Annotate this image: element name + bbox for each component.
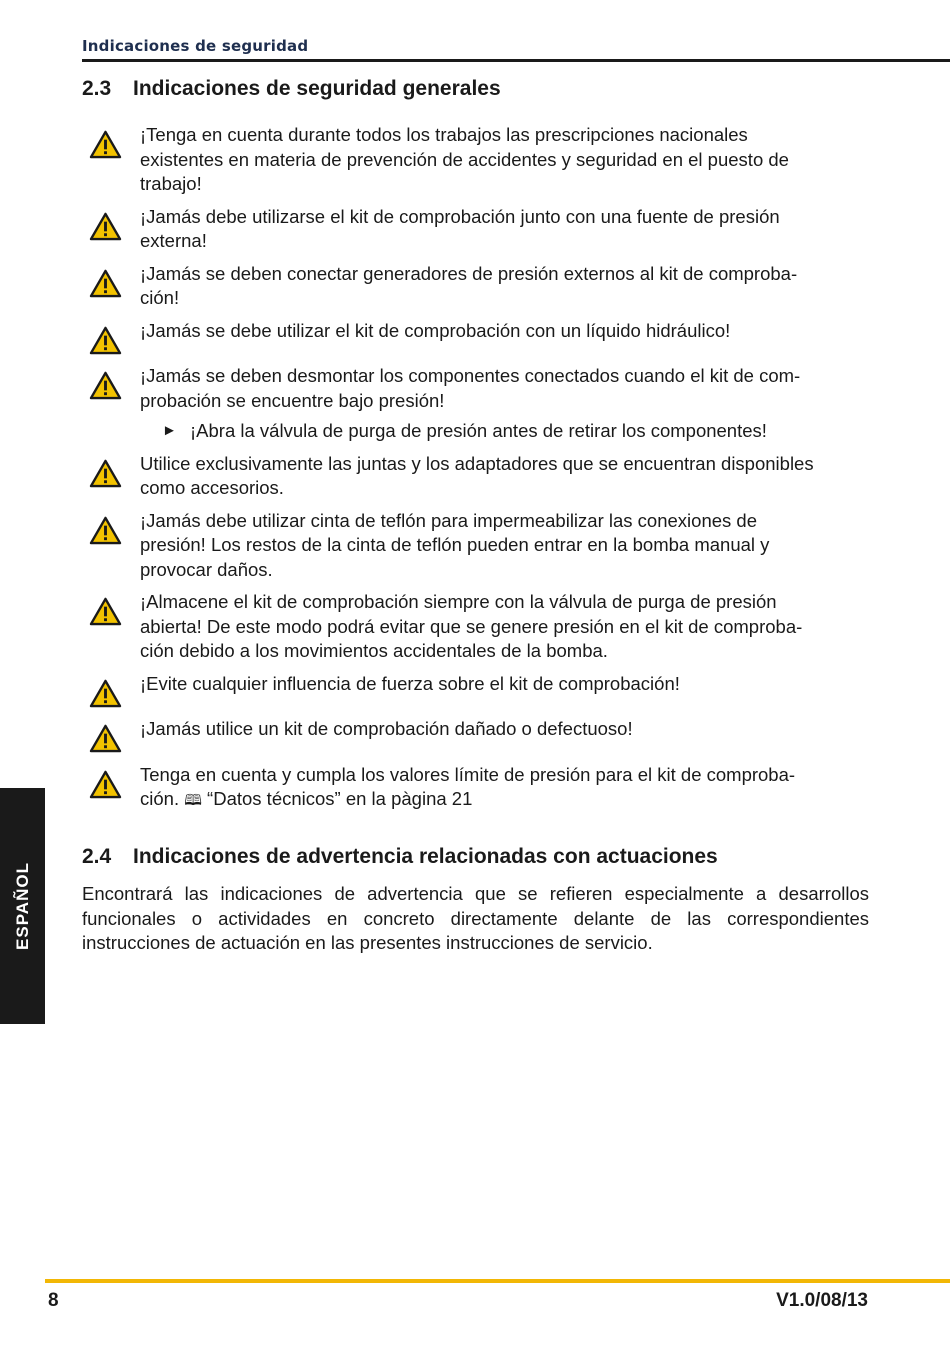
safety-item-line: provocar daños.: [140, 558, 273, 580]
safety-item-line: como accesorios.: [140, 477, 284, 498]
safety-list: [82, 123, 882, 813]
safety-item-line: ¡Jamás debe utilizar cinta de teflón para impermeabilizar las conexiones de: [140, 509, 757, 531]
safety-item: [82, 509, 882, 583]
safety-item-line: ción!: [140, 287, 180, 308]
warning-triangle-icon: [89, 770, 122, 799]
running-header: Indicaciones de seguridad: [82, 37, 309, 55]
safety-item-line: abierta! De este modo podrá evitar que se genere presión en el kit de comproba-: [140, 615, 803, 637]
warning-triangle-icon: [89, 212, 122, 241]
language-side-tab: [0, 788, 45, 1024]
safety-item: [82, 205, 882, 254]
safety-item-line: ¡Jamás debe utilizarse el kit de comprobación junto con una fuente de presión: [140, 205, 780, 227]
arrow-right-icon: ►: [162, 422, 177, 439]
safety-item: [82, 262, 882, 311]
warning-triangle-icon: [89, 597, 122, 626]
safety-item-line: ¡Jamás se deben desmontar los componentes conectados cuando el kit de com-: [140, 365, 801, 386]
warning-triangle-icon: [89, 459, 122, 488]
safety-item: [82, 123, 882, 197]
header-rule: [82, 59, 950, 62]
section-2-3-title: Indicaciones de seguridad generales: [133, 77, 501, 100]
safety-item-line: existentes en materia de prevención de accidentes y seguridad en el puesto de: [140, 148, 789, 170]
footer-rule: [45, 1279, 950, 1283]
section-2-4-number: 2.4: [82, 845, 112, 868]
safety-item: [82, 364, 882, 413]
safety-item-line: externa!: [140, 230, 207, 251]
safety-item-line: trabajo!: [140, 173, 202, 194]
language-label: ESPAÑOL: [12, 862, 32, 950]
warning-triangle-icon: [89, 326, 122, 355]
safety-item-line: ¡Jamás utilice un kit de comprobación dañado o defectuoso!: [140, 718, 633, 739]
safety-item-line: ¡Jamás se debe utilizar el kit de comprobación con un líquido hidráulico!: [140, 319, 731, 341]
safety-item: [82, 763, 882, 813]
warning-triangle-icon: [89, 130, 122, 159]
section-2-4-paragraph: Encontrará las indicaciones de advertencia que se refieren especialmente a desarrollos funcionales o actividades en concreto directamente delante de las correspondientes instrucciones de actuación en las presentes instrucciones de servicio.: [82, 883, 869, 953]
safety-item-line: ¡Tenga en cuenta durante todos los trabajos las prescripciones nacionales: [140, 124, 748, 145]
safety-item-line: ¡Evite cualquier influencia de fuerza sobre el kit de comprobación!: [140, 672, 680, 694]
warning-triangle-icon: [89, 371, 122, 400]
reference-line-prefix: ción.: [140, 788, 180, 809]
safety-item-line: Tenga en cuenta y cumpla los valores límite de presión para el kit de comproba-: [140, 763, 796, 785]
safety-item-line: ¡Jamás se deben conectar generadores de presión externos al kit de comproba-: [140, 262, 798, 284]
section-2-3-number: 2.3: [82, 77, 112, 100]
safety-item-line: Utilice exclusivamente las juntas y los adaptadores que se encuentran disponibles: [140, 452, 814, 474]
action-step-text: ¡Abra la válvula de purga de presión antes de retirar los componentes!: [190, 420, 767, 441]
safety-item-line: presión! Los restos de la cinta de teflón pueden entrar en la bomba manual y: [140, 534, 770, 555]
safety-item-line: ción debido a los movimientos accidentales de la bomba.: [140, 640, 608, 661]
safety-item: [82, 672, 882, 697]
warning-triangle-icon: [89, 269, 122, 298]
page-number: 8: [48, 1290, 59, 1311]
warning-triangle-icon: [89, 679, 122, 708]
safety-item: [82, 590, 882, 664]
section-2-4-title: Indicaciones de advertencia relacionadas con actuaciones: [133, 845, 718, 868]
safety-item: [82, 717, 882, 742]
safety-item-line: probación se encuentre bajo presión!: [140, 389, 445, 411]
safety-item: [82, 319, 882, 344]
safety-item-line: ¡Almacene el kit de comprobación siempre con la válvula de purga de presión: [140, 591, 777, 612]
section-2-3-heading: [82, 77, 501, 101]
action-step: [82, 419, 882, 444]
cross-reference-link[interactable]: “Datos técnicos” en la pàgina 21: [207, 788, 473, 809]
warning-triangle-icon: [89, 724, 122, 753]
safety-item: [82, 452, 882, 501]
warning-triangle-icon: [89, 516, 122, 545]
document-version: V1.0/08/13: [776, 1290, 868, 1311]
section-2-4-heading: [82, 845, 718, 869]
safety-item-line: [140, 787, 882, 813]
book-icon: 🕮: [184, 791, 202, 809]
